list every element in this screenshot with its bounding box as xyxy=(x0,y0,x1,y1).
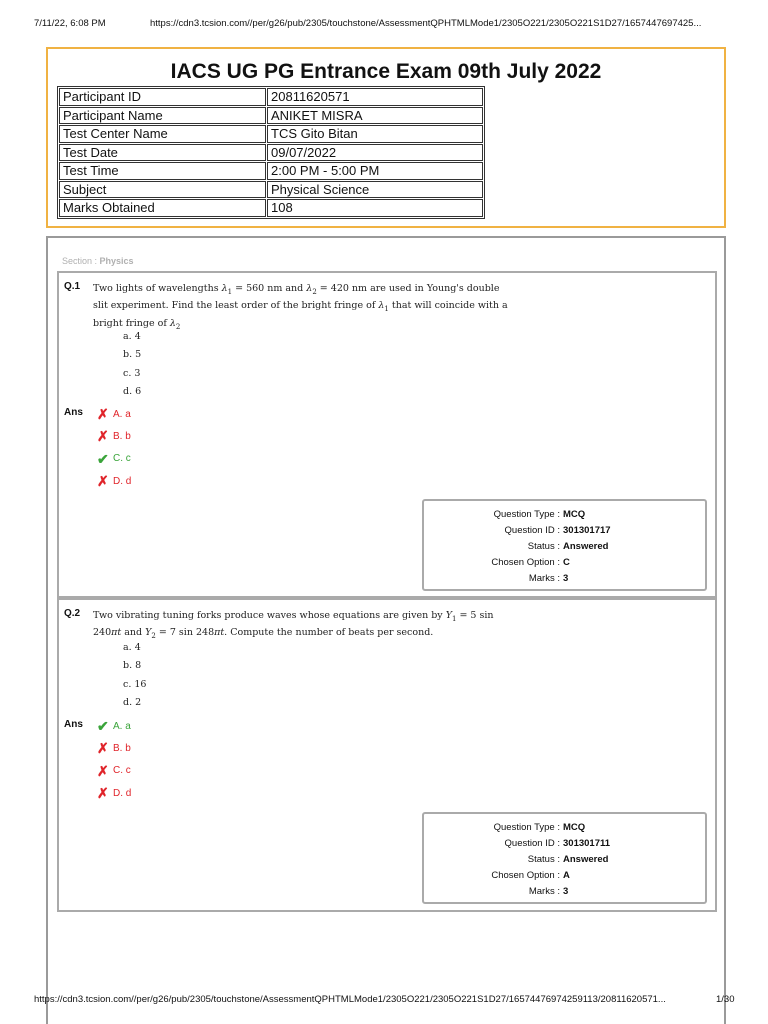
answer-label: C. c xyxy=(113,453,131,465)
meta-label: Question Type : xyxy=(493,822,560,834)
info-row xyxy=(59,162,483,180)
answer-label: D. d xyxy=(113,475,132,487)
answer-option xyxy=(97,448,131,470)
info-row xyxy=(59,107,483,125)
answer-list xyxy=(97,715,131,804)
info-label: Marks Obtained xyxy=(59,199,266,217)
section-label xyxy=(62,256,134,266)
meta-label: Chosen Option : xyxy=(491,869,560,881)
cross-icon: ✗ xyxy=(97,428,109,445)
question-meta-table xyxy=(424,820,610,899)
info-value: 20811620571 xyxy=(267,88,483,106)
chosen-option: A xyxy=(563,869,570,881)
chosen-option: C xyxy=(563,556,570,568)
meta-label: Status : xyxy=(527,540,560,552)
check-icon: ✔ xyxy=(97,450,109,467)
cross-icon: ✗ xyxy=(97,785,109,802)
answer-label: D. d xyxy=(113,787,132,799)
option-item: c. 16 xyxy=(123,678,147,690)
answer-option xyxy=(97,760,131,782)
question-type: MCQ xyxy=(563,509,586,521)
question-number: Q.2 xyxy=(64,608,81,619)
question-meta-box xyxy=(422,812,707,904)
option-item: a. 4 xyxy=(123,331,141,342)
info-label: Test Center Name xyxy=(59,125,266,143)
option-item: c. 3 xyxy=(123,367,141,379)
participant-info-table xyxy=(57,86,485,219)
info-row xyxy=(59,88,483,106)
question-panel xyxy=(46,236,726,1024)
cross-icon: ✗ xyxy=(97,406,109,423)
print-footer-url: https://cdn3.tcsion.com//per/g26/pub/2305/touchstone/AssessmentQPHTMLMode1/2305O221/2305O221S1D27/16574476974259113/20811620571... xyxy=(34,994,666,1005)
cross-icon: ✗ xyxy=(97,473,109,490)
exam-title: IACS UG PG Entrance Exam 09th July 2022 xyxy=(170,60,602,83)
answer-label: A. a xyxy=(113,408,131,420)
page-number: 1/30 xyxy=(716,994,735,1005)
info-label: Participant Name xyxy=(59,107,266,125)
question-status: Answered xyxy=(563,853,609,865)
section-prefix: Section : xyxy=(62,256,100,266)
question-meta-box xyxy=(422,499,707,591)
info-value: 108 xyxy=(267,199,483,217)
answer-option xyxy=(97,425,131,447)
answer-label: C. c xyxy=(113,765,131,777)
question-type: MCQ xyxy=(563,822,586,834)
info-label: Subject xyxy=(59,181,266,199)
ans-label: Ans xyxy=(64,719,83,730)
question-status: Answered xyxy=(563,540,609,552)
info-value: ANIKET MISRA xyxy=(267,107,483,125)
print-url: https://cdn3.tcsion.com//per/g26/pub/2305/touchstone/AssessmentQPHTMLMode1/2305O221/2305O221S1D27/1657447697425... xyxy=(150,18,702,29)
answer-label: B. b xyxy=(113,742,131,754)
question-marks: 3 xyxy=(563,572,569,584)
info-row xyxy=(59,144,483,162)
answer-option xyxy=(97,782,131,804)
info-value: Physical Science xyxy=(267,181,483,199)
info-row xyxy=(59,125,483,143)
option-list xyxy=(123,642,146,715)
answer-option xyxy=(97,403,131,425)
meta-label: Chosen Option : xyxy=(491,556,560,568)
info-row xyxy=(59,199,483,217)
answer-option xyxy=(97,470,131,492)
cross-icon: ✗ xyxy=(97,740,109,757)
question-marks: 3 xyxy=(563,885,569,897)
question-id: 301301717 xyxy=(563,525,611,537)
info-value: 2:00 PM - 5:00 PM xyxy=(267,162,483,180)
question-text: Two vibrating tuning forks produce waves whose equations are given by $Y_1 = 5$ sin 240πt and $Y_2 = 7$ sin 248πt. Compute the number of beats per second. xyxy=(93,610,494,641)
section-name: Physics xyxy=(99,256,134,266)
exam-info-box xyxy=(46,47,726,228)
answer-label: A. a xyxy=(113,720,131,732)
answer-label: B. b xyxy=(113,430,131,442)
meta-label: Question Type : xyxy=(493,509,560,521)
cross-icon: ✗ xyxy=(97,762,109,779)
answer-option xyxy=(97,715,131,737)
meta-label: Question ID : xyxy=(504,838,560,850)
meta-label: Question ID : xyxy=(504,525,560,537)
question-1 xyxy=(57,271,717,598)
question-id: 301301711 xyxy=(563,838,611,850)
info-value: TCS Gito Bitan xyxy=(267,125,483,143)
option-item: b. 8 xyxy=(123,660,142,672)
answer-list xyxy=(97,403,131,492)
info-label: Test Date xyxy=(59,144,266,162)
question-2 xyxy=(57,598,717,912)
question-meta-table xyxy=(424,507,611,586)
option-item: d. 2 xyxy=(123,696,142,708)
check-icon: ✔ xyxy=(97,718,109,735)
meta-label: Status : xyxy=(527,853,560,865)
option-item: a. 4 xyxy=(123,642,141,653)
print-datetime: 7/11/22, 6:08 PM xyxy=(34,18,106,29)
info-label: Test Time xyxy=(59,162,266,180)
answer-option xyxy=(97,737,131,759)
meta-label: Marks : xyxy=(528,572,560,584)
question-number: Q.1 xyxy=(64,281,81,292)
meta-label: Marks : xyxy=(528,885,560,897)
option-item: b. 5 xyxy=(123,349,142,361)
info-row xyxy=(59,181,483,199)
question-text: Two lights of wavelengths $\lambda_1 = 560$ nm and $\lambda_2 = 420$ nm are used in Young's double slit experiment. Find the least order of the bright fringe of $\lambda_1$ that will coincide with a bright fringe of $\lambda_2$ xyxy=(93,283,508,331)
info-value: 09/07/2022 xyxy=(267,144,483,162)
ans-label: Ans xyxy=(64,407,83,418)
option-list xyxy=(123,331,141,404)
info-label: Participant ID xyxy=(59,88,266,106)
option-item: d. 6 xyxy=(123,385,142,397)
